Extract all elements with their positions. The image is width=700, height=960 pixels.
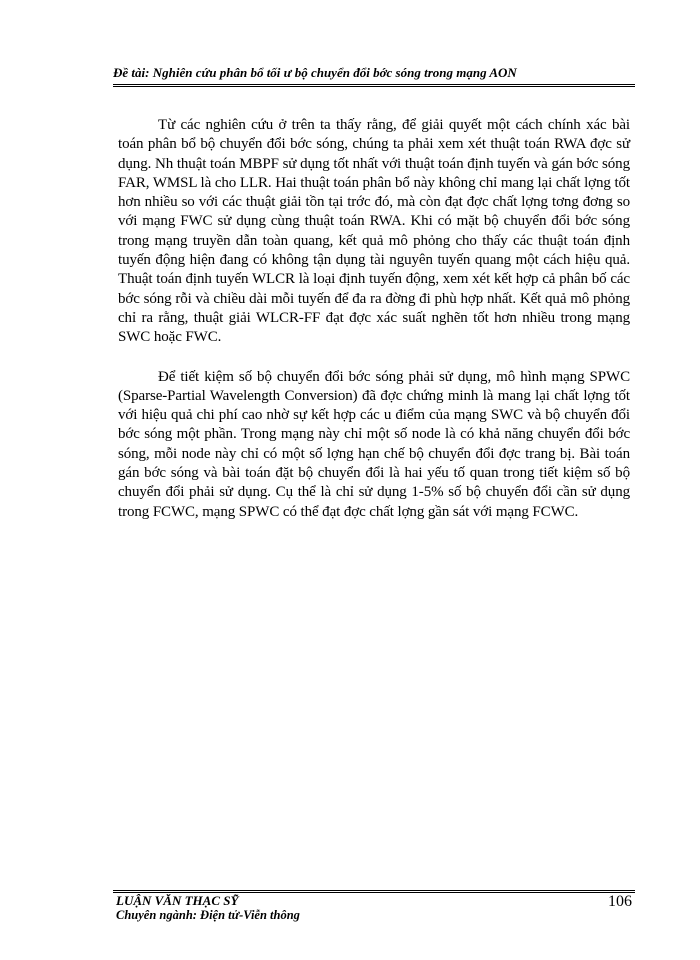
header-rule-lower <box>113 86 635 87</box>
footer-info <box>116 894 300 922</box>
paragraph-1: Từ các nghiên cứu ở trên ta thấy rằng, để giải quyết một cách chính xác bài toán phân bổ bộ chuyển đổi bớc sóng, chúng ta phải xem xét thuật toán RWA đợc sử dụng. Nh thuật toán MBPF sử dụng tốt nhất với thuật toán định tuyến và gán bớc sóng FAR, WMSL là cho LLR. Hai thuật toán phân bổ này không chỉ mang lại chất lợng tốt hơn nhiều so với các thuật giải tồn tại trớc đó, mà còn đạt đợc chất lợng tơng đơng so với mạng FWC sử dụng cùng thuật toán RWA. Khi có mặt bộ chuyển đổi bớc sóng trong mạng truyền dẫn toàn quang, kết quả mô phỏng cho thấy các thuật toán định tuyến động hiện đang có không tận dụng tài nguyên tuyến quang một cách hiệu quả. Thuật toán định tuyến WLCR là loại định tuyến động, xem xét kết hợp cả phân bố các bớc sóng rỗi và chiều dài mỗi tuyến để đa ra đờng đi phù hợp nhất. Kết quả mô phỏng chỉ ra rằng, thuật giải WLCR-FF đạt đợc xác suất nghẽn tốt hơn nhiều trong mạng SWC hoặc FWC. <box>118 117 630 346</box>
footer-thesis-label: LUẬN VĂN THẠC SỸ <box>116 893 239 908</box>
header-rule-upper <box>113 84 635 85</box>
footer-major-label: Chuyên ngành: Điện tử-Viễn thông <box>116 908 300 922</box>
footer-rule-upper <box>113 890 635 891</box>
paragraph-2: Để tiết kiệm số bộ chuyển đổi bớc sóng phải sử dụng, mô hình mạng SPWC (Sparse-Partial Wavelength Conversion) đã đợc chứng minh là mang lại chất lợng tốt với hiệu quả chi phí cao nhờ sự kết hợp các u điểm của mạng SWC và bộ chuyển đổi bớc sóng một phần. Trong mạng này chỉ một số node là có khả năng chuyển đổi bớc sóng, mỗi node này chỉ có một số lợng hạn chế bộ chuyển đổi đợc trang bị. Bài toán gán bớc sóng và bài toán đặt bộ chuyển đổi là hai yếu tố quan trong tiết kiệm số bộ chuyển đổi phải sử dụng. Cụ thể là chỉ sử dụng 1-5% số bộ chuyển đổi cần sử dụng trong FCWC, mạng SPWC có thể đạt đợc chất lợng gần sát với mạng FCWC. <box>118 368 630 520</box>
page-header-title: Đề tài: Nghiên cứu phân bổ tối ư bộ chuyển đổi bớc sóng trong mạng AON <box>113 65 517 80</box>
body-text <box>118 116 630 522</box>
page-number: 106 <box>608 893 632 910</box>
